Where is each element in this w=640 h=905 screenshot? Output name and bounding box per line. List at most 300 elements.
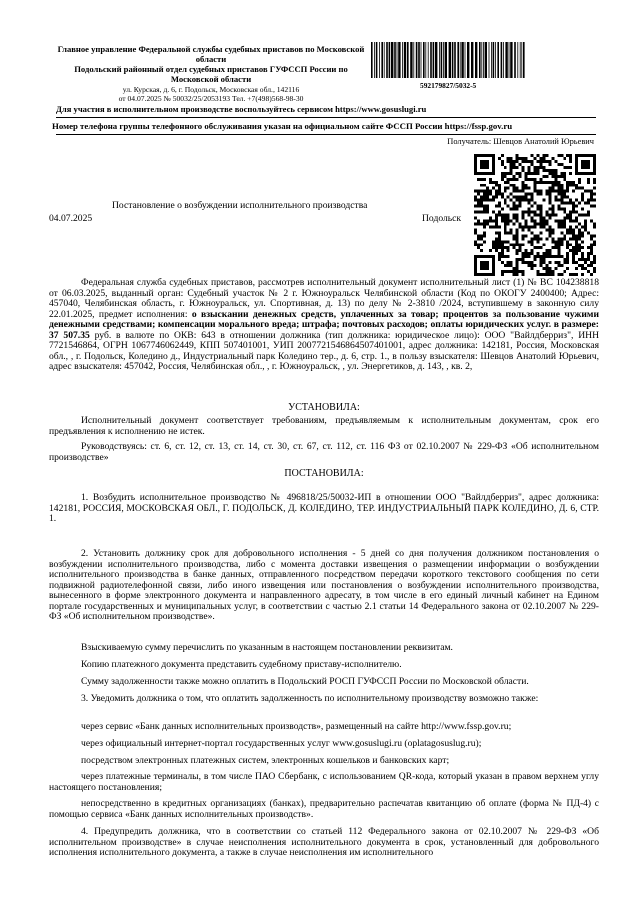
qr-module	[504, 166, 507, 169]
qr-module	[539, 261, 542, 264]
qr-module	[581, 273, 584, 276]
qr-module	[528, 214, 531, 217]
qr-module	[474, 154, 477, 175]
qr-module	[501, 163, 504, 166]
clause-2-text: 2. Установить должнику срок для добровольного исполнения - 5 дней со дня получения должником постановления о возбуждении исполнительного производства, либо с момента доставки извещения о размещении информации о возбуждении исполнительного производства в банке данных, отправленного посредством передачи короткого текстового сообщения по сети подвижной радиотелефонной связи, либо иного извещения или постановления о возбуждении исполнительного производства, вынесенного в форме электронного документа и направленного адресату, в том числе в его единый личный кабинет на Едином портале государственных и муниципальных услуг, в соответствии с частью 2.1 статьи 14 Федерального закона от 02.10.2007 № 229-ФЗ «Об исполнительном производстве».	[49, 548, 599, 622]
subject-of-execution: о взыскании денежных средств, уплаченных за товар; процентов за пользование чужими денежными средствами; компенсации морального вреда; штрафа; почтовых расходов; оплаты юридических услуг. в размере: 37 507.35	[49, 308, 599, 341]
payment-qr-code[interactable]	[474, 154, 596, 276]
qr-module	[492, 219, 495, 222]
qr-module	[563, 193, 566, 196]
qr-module	[480, 196, 483, 199]
qr-module	[563, 190, 566, 193]
qr-module	[554, 214, 557, 217]
qr-module	[513, 270, 516, 273]
rosp-payment	[49, 677, 599, 688]
qr-module	[534, 237, 537, 240]
qr-module	[539, 231, 542, 234]
qr-module	[575, 273, 578, 276]
qr-module	[525, 225, 528, 228]
qr-module	[513, 243, 516, 246]
qr-module	[477, 234, 480, 237]
qr-module	[534, 181, 537, 184]
qr-module	[593, 255, 596, 258]
qr-module	[593, 240, 596, 243]
qr-module	[536, 190, 539, 193]
qr-module	[498, 240, 501, 243]
qr-module	[578, 231, 581, 234]
barcode-bar	[489, 42, 490, 78]
qr-module	[525, 252, 528, 255]
qr-module	[536, 237, 539, 240]
qr-module	[510, 166, 513, 169]
barcode-bar	[495, 42, 496, 78]
qr-module	[501, 214, 504, 217]
qr-module	[572, 258, 575, 261]
qr-module	[483, 178, 486, 181]
divider	[56, 117, 596, 118]
qr-module	[495, 184, 498, 187]
qr-module	[581, 255, 584, 258]
qr-module	[551, 181, 554, 184]
qr-module	[483, 240, 486, 243]
qr-module	[587, 178, 590, 181]
qr-module	[536, 234, 539, 237]
qr-module	[542, 157, 545, 160]
qr-module	[554, 199, 557, 202]
barcode-bar	[509, 42, 510, 78]
ustanovila-text	[49, 416, 599, 437]
qr-module	[554, 255, 557, 258]
qr-module	[513, 196, 516, 199]
qr-module	[557, 199, 560, 202]
qr-module	[489, 225, 492, 228]
qr-module	[578, 243, 581, 246]
qr-module	[522, 243, 525, 246]
qr-module	[551, 169, 554, 172]
qr-module	[516, 216, 519, 219]
qr-module	[480, 243, 483, 246]
qr-module	[516, 219, 519, 222]
qr-module	[510, 219, 513, 222]
qr-module	[539, 208, 542, 211]
qr-module	[584, 222, 587, 225]
qr-module	[525, 157, 528, 160]
qr-module	[516, 240, 519, 243]
qr-module	[554, 184, 557, 187]
qr-module	[551, 211, 554, 214]
qr-module	[486, 190, 489, 193]
qr-module	[516, 228, 519, 231]
qr-module	[575, 243, 578, 246]
qr-module	[492, 154, 495, 175]
qr-module	[560, 255, 563, 258]
qr-module	[492, 225, 495, 228]
qr-module	[587, 211, 590, 214]
qr-module	[554, 246, 557, 249]
qr-module	[486, 199, 489, 202]
barcode-bar	[467, 42, 469, 78]
qr-module	[566, 258, 569, 261]
qr-module	[495, 216, 498, 219]
qr-module	[513, 160, 516, 163]
qr-module	[569, 160, 572, 163]
document-city: Подольск	[422, 213, 462, 224]
qr-module	[474, 205, 477, 208]
qr-module	[525, 187, 528, 190]
qr-module	[498, 190, 501, 193]
qr-module	[507, 157, 510, 160]
qr-module	[522, 157, 525, 160]
qr-module	[519, 258, 522, 261]
qr-module	[572, 205, 575, 208]
qr-module	[578, 234, 581, 237]
payment-way-text: через платежные терминалы, в том числе ПАО Сбербанк, с использованием QR-кода, который указан в правом верхнем углу настоящего постановления;	[49, 771, 599, 793]
qr-module	[536, 214, 539, 217]
qr-module	[513, 234, 516, 237]
qr-module	[510, 199, 513, 202]
qr-module	[495, 214, 498, 217]
qr-module	[507, 178, 510, 181]
clause-3-text: 3. Уведомить должника о том, что оплатить задолженность по исполнительному производству возможно также:	[81, 693, 539, 704]
qr-module	[548, 199, 551, 202]
qr-module	[528, 193, 531, 196]
payment-way-text: через официальный интернет-портал государственных услуг www.gosuslugi.ru (oplatagosuslug.ru);	[81, 738, 482, 749]
qr-module	[554, 243, 557, 246]
qr-module	[560, 222, 563, 225]
qr-module	[566, 187, 569, 190]
qr-module	[480, 190, 483, 193]
qr-module	[519, 225, 522, 228]
qr-module	[501, 240, 504, 243]
qr-module	[590, 246, 593, 249]
qr-module	[474, 231, 477, 234]
qr-module	[539, 216, 542, 219]
qr-module	[569, 273, 572, 276]
qr-module	[548, 273, 551, 276]
qr-module	[545, 267, 548, 270]
barcode-bar	[394, 42, 396, 78]
qr-module	[513, 163, 516, 166]
qr-module	[578, 228, 581, 231]
qr-module	[542, 255, 545, 258]
qr-module	[551, 273, 554, 276]
qr-module	[545, 228, 548, 231]
qr-module	[593, 243, 596, 246]
qr-module	[575, 234, 578, 237]
qr-module	[516, 243, 519, 246]
qr-module	[590, 243, 593, 246]
qr-module	[516, 270, 519, 273]
qr-module	[507, 246, 510, 249]
qr-module	[477, 219, 480, 222]
qr-module	[516, 273, 519, 276]
qr-module	[539, 190, 542, 193]
qr-module	[522, 252, 525, 255]
qr-module	[534, 222, 537, 225]
qr-module	[551, 190, 554, 193]
barcode-bar	[374, 42, 375, 78]
qr-module	[554, 261, 557, 264]
qr-module	[495, 246, 498, 249]
barcode-bar	[391, 42, 393, 78]
qr-module	[534, 169, 537, 172]
qr-module	[578, 178, 581, 181]
qr-module	[563, 157, 566, 160]
qr-module	[486, 196, 489, 199]
qr-module	[551, 184, 554, 187]
qr-module	[498, 157, 501, 160]
qr-module	[474, 172, 495, 175]
qr-module	[569, 157, 572, 160]
qr-module	[510, 184, 513, 187]
qr-module	[590, 219, 593, 222]
qr-module	[590, 237, 593, 240]
qr-module	[489, 249, 492, 252]
qr-module	[474, 273, 495, 276]
qr-module	[539, 264, 542, 267]
qr-module	[581, 252, 584, 255]
qr-module	[489, 190, 492, 193]
qr-module	[516, 199, 519, 202]
ustanovila-paragraph: Исполнительный документ соответствует требованиям, предъявляемым к исполнительным документам, срок его предъявления к исполнению не истек.	[49, 415, 599, 437]
qr-module	[531, 240, 534, 243]
qr-module	[525, 211, 528, 214]
document-title: Постановление о возбуждении исполнительного производства	[112, 200, 368, 211]
qr-module	[474, 154, 495, 157]
postanovila-heading: ПОСТАНОВИЛА:	[284, 468, 364, 479]
qr-module	[486, 193, 489, 196]
qr-module	[522, 190, 525, 193]
qr-module	[519, 205, 522, 208]
qr-module	[477, 222, 480, 225]
qr-module	[557, 193, 560, 196]
recipient: Получатель: Шевцов Анатолий Юрьевич	[447, 137, 594, 146]
qr-module	[575, 261, 578, 264]
qr-module	[504, 255, 507, 258]
qr-module	[575, 184, 578, 187]
legal-basis-paragraph: Руководствуясь: ст. 6, ст. 12, ст. 13, ст. 14, ст. 30, ст. 67, ст. 112, ст. 116 ФЗ от 02.10.2007 № 229-ФЗ «Об исполнительном производстве»	[49, 441, 599, 463]
qr-module	[590, 196, 593, 199]
qr-module	[581, 264, 584, 267]
qr-module	[572, 246, 575, 249]
qr-module	[578, 264, 581, 267]
qr-module	[486, 222, 489, 225]
qr-module	[483, 231, 486, 234]
qr-module	[507, 187, 510, 190]
document-number-line: от 04.07.2025 № 50032/25/2053193 Тел. +7(498)568-98-30	[118, 94, 304, 103]
qr-module	[519, 172, 522, 175]
qr-module	[474, 255, 495, 258]
qr-module	[504, 199, 507, 202]
qr-module	[498, 184, 501, 187]
qr-module	[525, 219, 528, 222]
qr-module	[593, 193, 596, 196]
qr-module	[557, 243, 560, 246]
qr-module	[528, 172, 531, 175]
qr-module	[486, 208, 489, 211]
qr-module	[495, 181, 498, 184]
qr-module	[584, 261, 587, 264]
qr-module	[539, 273, 542, 276]
qr-module	[545, 222, 548, 225]
barcode-bar	[460, 42, 461, 78]
qr-module	[531, 160, 534, 163]
qr-module	[593, 205, 596, 208]
qr-module	[584, 228, 587, 231]
qr-module	[578, 214, 581, 217]
qr-module	[531, 249, 534, 252]
qr-module	[525, 175, 528, 178]
qr-module	[525, 184, 528, 187]
payment-instruction-text: Взыскиваемую сумму перечислить по указанным в настоящем постановлении реквизитам.	[81, 642, 453, 653]
qr-module	[480, 160, 489, 169]
qr-module	[536, 193, 539, 196]
barcode-bar	[416, 42, 418, 78]
qr-module	[516, 231, 519, 234]
qr-module	[560, 163, 563, 166]
qr-module	[519, 175, 522, 178]
qr-module	[498, 193, 501, 196]
qr-module	[495, 243, 498, 246]
qr-module	[486, 211, 489, 214]
qr-module	[554, 267, 557, 270]
qr-module	[584, 267, 587, 270]
qr-module	[519, 196, 522, 199]
qr-module	[545, 211, 548, 214]
qr-module	[498, 246, 501, 249]
qr-module	[516, 157, 519, 160]
qr-module	[534, 246, 537, 249]
qr-module	[536, 172, 539, 175]
qr-module	[593, 181, 596, 184]
qr-module	[507, 205, 510, 208]
qr-module	[531, 196, 534, 199]
qr-module	[548, 249, 551, 252]
qr-module	[492, 181, 495, 184]
barcode-bar	[479, 42, 481, 78]
qr-module	[548, 234, 551, 237]
qr-module	[557, 255, 560, 258]
qr-module	[504, 270, 507, 273]
ustanovila-heading: УСТАНОВИЛА:	[288, 402, 360, 413]
qr-module	[563, 216, 566, 219]
barcode-bar	[491, 42, 492, 78]
qr-module	[548, 270, 551, 273]
qr-module	[480, 249, 483, 252]
qr-module	[542, 181, 545, 184]
qr-module	[539, 237, 542, 240]
gosuslugi-note: Для участия в исполнительном производстве воспользуйтесь сервисом https://www.gosuslugi.ru	[56, 104, 427, 114]
qr-module	[566, 214, 569, 217]
qr-module	[548, 255, 551, 258]
qr-module	[542, 258, 545, 261]
qr-module	[492, 246, 495, 249]
qr-module	[566, 202, 569, 205]
qr-module	[575, 172, 596, 175]
qr-module	[513, 202, 516, 205]
qr-module	[569, 199, 572, 202]
qr-module	[539, 166, 542, 169]
qr-module	[560, 175, 563, 178]
qr-module	[575, 154, 578, 175]
qr-module	[545, 237, 548, 240]
qr-module	[590, 190, 593, 193]
qr-module	[507, 240, 510, 243]
qr-module	[531, 219, 534, 222]
qr-module	[554, 172, 557, 175]
qr-module	[510, 193, 513, 196]
qr-module	[557, 184, 560, 187]
barcode-bar	[503, 42, 504, 78]
qr-module	[581, 231, 584, 234]
qr-module	[542, 267, 545, 270]
qr-module	[569, 181, 572, 184]
qr-module	[510, 178, 513, 181]
qr-module	[525, 172, 528, 175]
qr-module	[501, 252, 504, 255]
qr-module	[542, 169, 545, 172]
qr-module	[474, 199, 477, 202]
qr-module	[495, 222, 498, 225]
qr-module	[542, 225, 545, 228]
qr-module	[569, 237, 572, 240]
qr-module	[545, 193, 548, 196]
qr-module	[507, 172, 510, 175]
qr-module	[480, 222, 483, 225]
qr-module	[489, 219, 492, 222]
qr-module	[504, 190, 507, 193]
qr-module	[581, 267, 584, 270]
barcode-bar	[402, 42, 403, 78]
qr-module	[536, 273, 539, 276]
qr-module	[513, 222, 516, 225]
qr-module	[504, 202, 507, 205]
qr-module	[593, 261, 596, 264]
qr-module	[542, 252, 545, 255]
qr-module	[513, 216, 516, 219]
qr-module	[516, 154, 519, 157]
qr-module	[578, 187, 581, 190]
qr-module	[522, 211, 525, 214]
qr-module	[492, 196, 495, 199]
qr-module	[474, 216, 477, 219]
qr-module	[572, 249, 575, 252]
qr-module	[563, 175, 566, 178]
qr-module	[519, 157, 522, 160]
qr-module	[578, 222, 581, 225]
qr-module	[504, 187, 507, 190]
qr-module	[519, 190, 522, 193]
qr-module	[566, 196, 569, 199]
qr-module	[489, 199, 492, 202]
qr-module	[593, 267, 596, 270]
qr-module	[557, 219, 560, 222]
qr-module	[590, 234, 593, 237]
qr-module	[522, 234, 525, 237]
clause-1	[49, 493, 599, 525]
qr-module	[534, 255, 537, 258]
barcode-bar	[461, 42, 463, 78]
qr-module	[554, 190, 557, 193]
qr-module	[545, 255, 548, 258]
qr-module	[557, 273, 560, 276]
qr-module	[486, 219, 489, 222]
qr-module	[587, 246, 590, 249]
qr-module	[539, 163, 542, 166]
qr-module	[563, 222, 566, 225]
qr-module	[516, 190, 519, 193]
qr-module	[501, 154, 504, 157]
